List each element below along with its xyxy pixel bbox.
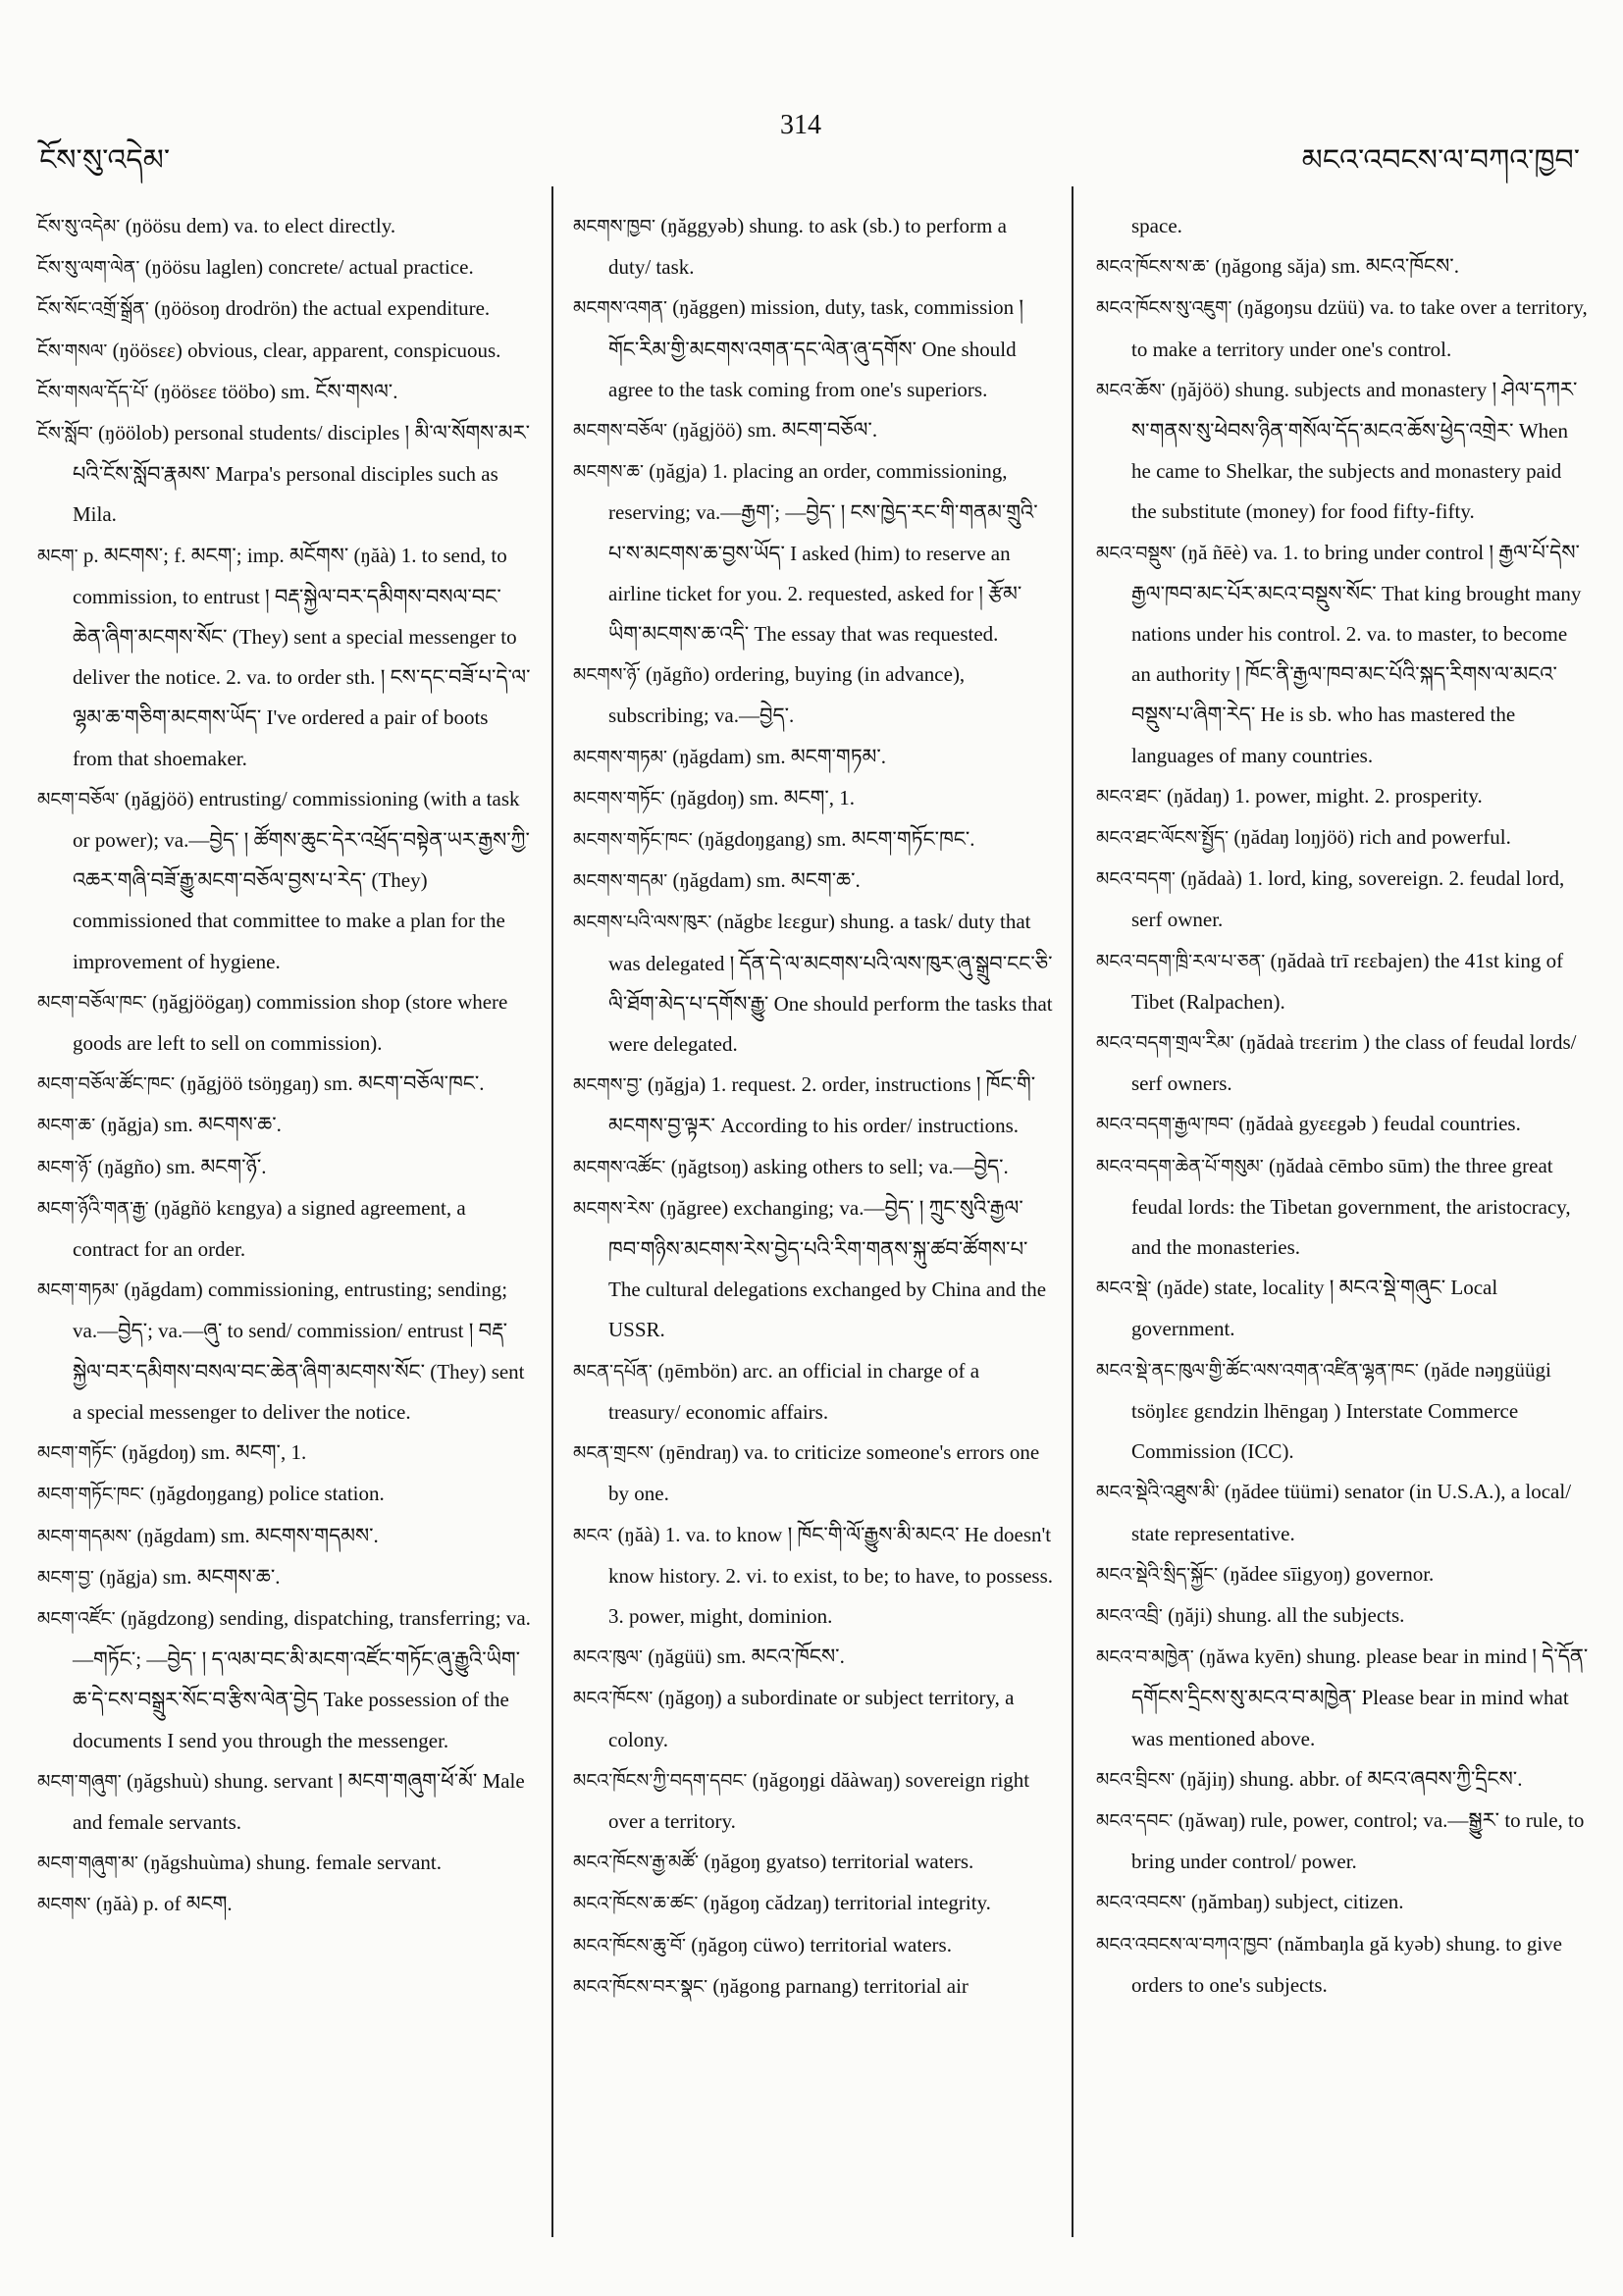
entry-headword: མངའ་ཁོངས་ས་ཆ་ — [1096, 256, 1210, 279]
dictionary-entry — [573, 287, 1054, 410]
entry-headword: མངའ་སྡེའི་སྲིད་སྐྱོང་ — [1096, 1563, 1219, 1586]
entry-headword: མངགས་བྱ་ — [573, 1074, 643, 1097]
entry-definition: p. མངགས་; f. མངག་; imp. མངོགས་ (ŋăà) 1. to send, to commission, to entrust ། བརྡ་སྐྱེལ་བར་དམིགས་བསལ་བང་ཆེན་ཞིག་མངགས་སོང་ (They) sent a special messenger to deliver the notice. 2. va. to order sth. ། ངས་དང་བཟོ་པ་དེ་ལ་ལྷམ་ཆ་གཅིག་མངགས་ཡོད་ I've ordered a pair of boots from that shoemaker. — [73, 543, 531, 770]
entry-definition: (ŋăgjöö) sm. མངག་བཅོལ་. — [672, 418, 878, 443]
entry-definition: (ŋăgoŋgi dăàwaŋ) sovereign right over a territory. — [608, 1767, 1030, 1833]
entry-definition: (ŋăgdoŋgang) sm. མངག་གཏོང་ཁང་. — [698, 827, 975, 852]
dictionary-entry — [37, 1557, 533, 1598]
dictionary-entry — [37, 247, 533, 288]
entry-headword: མངའ་སྡེའི་འཐུས་མི་ — [1096, 1482, 1220, 1504]
dictionary-entry — [573, 451, 1054, 654]
entry-headword: མངའ་དབང་ — [1096, 1809, 1174, 1832]
dictionary-entry — [573, 1351, 1054, 1433]
dictionary-entry — [37, 1516, 533, 1557]
dictionary-entry — [37, 1270, 533, 1433]
dictionary-entry — [1096, 246, 1592, 287]
entry-headword: མངའ་ཆོས་ — [1096, 379, 1166, 401]
dictionary-entry — [573, 1433, 1054, 1514]
entry-headword: མངག་བཅོལ་ཚོང་ཁང་ — [37, 1073, 176, 1096]
entry-definition: (ŋăde) state, locality ། མངའ་སྡེ་གཞུང་ Local government. — [1131, 1276, 1498, 1341]
entry-headword: མངག་གཞུག་ — [37, 1770, 122, 1793]
dictionary-entry — [573, 778, 1054, 819]
entry-headword: མངགས་ — [37, 1894, 91, 1916]
page-number: 314 — [780, 110, 821, 140]
dictionary-entry — [1096, 1924, 1592, 2006]
page-header — [0, 110, 1623, 177]
entry-headword: མངགས་པའི་ལས་ཁུར་ — [573, 912, 712, 934]
right-guide-word: མངའ་འབངས་ལ་བཀའ་ཁྱབ་ — [1301, 144, 1580, 177]
entry-headword: མངག་བྱ་ — [37, 1566, 94, 1589]
dictionary-entry — [573, 1515, 1054, 1638]
dictionary-entry — [573, 1883, 1054, 1924]
dictionary-entry — [37, 1884, 533, 1925]
dictionary-entry — [37, 1188, 533, 1270]
dictionary-entry — [37, 1433, 533, 1474]
dictionary-entry — [573, 1925, 1054, 1966]
dictionary-entry — [573, 1065, 1054, 1146]
entry-definition: (ŋădaà gyεεgəb ) feudal countries. — [1238, 1112, 1521, 1136]
entry-headword: ངོས་གསལ་ — [37, 339, 108, 362]
dictionary-entry — [1096, 859, 1592, 940]
dictionary-entry — [37, 982, 533, 1064]
column-2 — [573, 206, 1054, 2008]
dictionary-entry — [1096, 1472, 1592, 1553]
dictionary-entry — [1096, 533, 1592, 776]
entry-headword: མངགས་འཚོང་ — [573, 1156, 666, 1178]
dictionary-entry — [1096, 1759, 1592, 1800]
entry-headword: མངའ་ཁོངས་ཀྱི་བདག་དབང་ — [573, 1769, 748, 1792]
entry-headword: མངག་བཅོལ་ཁང་ — [37, 991, 147, 1014]
entry-headword: མངག་བཅོལ་ — [37, 788, 120, 810]
entry-headword: མངག་ཉོ་ — [37, 1156, 92, 1178]
dictionary-entry — [1096, 817, 1592, 859]
dictionary-entry — [1096, 370, 1592, 533]
entry-definition: (ŋöösu laglen) concrete/ actual practice. — [144, 255, 474, 280]
dictionary-entry — [1096, 1637, 1592, 1759]
entry-headword: མངའ་ཁོངས་བར་སྣང་ — [573, 1975, 708, 1998]
entry-definition: (ŋăgño) sm. མངག་ཉོ་. — [97, 1154, 267, 1178]
entry-definition: (ŋăgño) ordering, buying (in advance), subscribing; va.—བྱེད་. — [608, 662, 966, 728]
entry-definition: (ŋăgdam) sm. མངག་ཆ་. — [672, 868, 861, 893]
entry-definition: (ŋăgdam) sm. མངག་གཏམ་. — [672, 744, 887, 768]
entry-definition: (ŋăà) p. of མངག. — [95, 1892, 233, 1916]
dictionary-entry — [37, 779, 533, 982]
entry-definition: (ŋădaà trī rεεbajen) the 41st king of Tibet (Ralpachen). — [1131, 948, 1564, 1014]
entry-definition: (ŋăgtsoŋ) asking others to sell; va.—བྱེད་. — [670, 1154, 1009, 1178]
dictionary-entry — [37, 1761, 533, 1843]
entry-definition: (ŋă ñēè) va. 1. to bring under control ། རྒྱལ་པོ་དེས་རྒྱལ་ཁབ་མང་པོར་མངའ་བསྡུས་སོང་ That king brought many nations under his control. 2. va. to master, to become an authority ། ཁོང་ནི་རྒྱལ་ཁབ་མང་པོའི་སྐད་རིགས་ལ་མངའ་བསྡུས་པ་ཞིག་རེད་ He is sb. who has mastered the languages of many countries. — [1131, 540, 1582, 767]
dictionary-entry — [1096, 1882, 1592, 1923]
entry-headword: མངགས་ཆ་ — [573, 461, 645, 484]
entry-definition: (ŋăgdam) sm. མངགས་གདམས་. — [136, 1523, 379, 1547]
entry-definition: (ŋöösoŋ drodrön) the actual expenditure. — [154, 296, 491, 321]
dictionary-entry — [37, 1474, 533, 1515]
dictionary-entry — [573, 737, 1054, 778]
dictionary-entry — [37, 536, 533, 779]
entry-headword: ངོས་གསལ་དོད་པོ་ — [37, 381, 149, 403]
entry-headword: མངའ་འབྲི་ — [1096, 1604, 1163, 1627]
entry-headword: མངའ་སྡེ་ནང་ཁུལ་གྱི་ཚོང་ལས་འགན་འཛིན་ལྷན་ཁང་ — [1096, 1359, 1419, 1382]
entry-headword: མངའ་ཁོངས་སུ་འཇུག་ — [1096, 297, 1232, 320]
entry-headword: མངགས་གདམ་ — [573, 870, 668, 893]
entry-definition: (ŋădee tüümi) senator (in U.S.A.), a local/ state representative. — [1131, 1480, 1572, 1545]
entry-definition: (ŋăgjöögaŋ) commission shop (store where goods are left to sell on commission). — [73, 989, 508, 1056]
entry-definition: (nămbaŋla gă kyəb) shung. to give orders to one's subjects. — [1131, 1931, 1562, 1997]
dictionary-entry — [37, 206, 533, 247]
entry-headword: མངའ་སྡེ་ — [1096, 1278, 1152, 1300]
entry-definition: (ŋăgshuù) shung. servant ། མངག་གཞུག་ཕོ་མོ་ Male and female servants. — [73, 1768, 525, 1834]
entry-definition: (ŋăgree) exchanging; va.—བྱེད་ ། ཀྲུང་སུའི་རྒྱལ་ཁབ་གཉིས་མངགས་རེས་བྱེད་པའི་རིག་གནས་སྐུ་ཚབ་ཚོགས་པ་ The cultural delegations exchanged by China and the USSR. — [608, 1195, 1047, 1342]
dictionary-entry — [1096, 1268, 1592, 1349]
entry-headword: མངའ་བདག་ཆེན་པོ་གསུམ་ — [1096, 1155, 1264, 1177]
entry-headword: མངགས་གཏམ་ — [573, 746, 667, 768]
entry-headword: མངའ་བདག་ — [1096, 868, 1176, 891]
dictionary-entry — [37, 1105, 533, 1146]
entry-definition: (ŋöösu dem) va. to elect directly. — [125, 214, 396, 237]
entry-headword: མངའ་ཁུལ་ — [573, 1646, 643, 1669]
dictionary-entry — [1096, 1146, 1592, 1269]
entry-headword: མངགས་འགན་ — [573, 297, 667, 320]
entry-headword: མངག་གཞུག་མ་ — [37, 1852, 139, 1875]
dictionary-entry — [573, 1966, 1054, 2008]
dictionary-entry — [573, 1760, 1054, 1842]
entry-definition: (ŋēmbön) arc. an official in charge of a treasury/ economic affairs. — [608, 1358, 980, 1424]
entry-headword: མངག་གཏམ་ — [37, 1279, 120, 1302]
entry-definition: (ŋăgdoŋgang) police station. — [149, 1482, 385, 1506]
dictionary-entry — [573, 206, 1054, 287]
entry-definition: (ŋăgjöö) entrusting/ commissioning (with a task or power); va.—བྱེད་ ། ཚོགས་ཆུང་དེར་འཕྲོད་བསྟེན་ཡར་རྒྱས་ཀྱི་འཆར་གཞི་བཟོ་རྒྱུ་མངག་བཅོལ་བྱས་པ་རེད་ (They) commissioned that committee to make a plan for the improvement of hygiene. — [73, 786, 530, 973]
dictionary-entry — [573, 861, 1054, 902]
entry-headword: མངའ་ཁོངས་ཆ་ཚང་ — [573, 1893, 699, 1915]
dictionary-entry — [1096, 941, 1592, 1022]
dictionary-entry — [573, 654, 1054, 736]
entry-definition: (ŋăggen) mission, duty, task, commission ། གོང་རིམ་གྱི་མངགས་འགན་དང་ལེན་ཞུ་དགོས་ One should agree to the task coming from one's superiors. — [608, 295, 1024, 401]
entry-headword: མངའ་ཐང་ — [1096, 785, 1162, 808]
entry-definition: (ŋöösεε tööbo) sm. ངོས་གསལ་. — [153, 379, 398, 403]
entry-definition: (ŋădaà trεεrim ) the class of feudal lords/ serf owners. — [1131, 1030, 1577, 1096]
entry-definition: (ŋăde nəŋgüügi tsöŋlεε gεndzin lhēngaŋ ) Interstate Commerce Commission (ICC). — [1131, 1357, 1551, 1464]
entry-definition: (ŋădee sīigyoŋ) governor. — [1223, 1561, 1435, 1586]
dictionary-entry — [573, 1637, 1054, 1678]
dictionary-entry — [1096, 1104, 1592, 1145]
dictionary-entry — [573, 1678, 1054, 1759]
entry-definition: (ŋöösεε) obvious, clear, apparent, conspicuous. — [112, 338, 501, 362]
entry-definition: space. — [1131, 214, 1182, 237]
dictionary-entry — [37, 331, 533, 372]
dictionary-entry — [37, 1064, 533, 1105]
dictionary-entry — [37, 1843, 533, 1884]
entry-headword: མངའ་ཁོངས་ — [573, 1688, 654, 1710]
entry-headword: མངག་ཆ་ — [37, 1115, 96, 1137]
entry-headword: མངའ་ཁོངས་ཆུ་བོ་ — [573, 1934, 687, 1957]
dictionary-entry — [573, 1842, 1054, 1883]
entry-definition: (ŋăgshuùma) shung. female servant. — [143, 1851, 443, 1875]
dictionary-entry — [1096, 1554, 1592, 1595]
entry-definition: (ŋăgja) sm. མངགས་ཆ་. — [99, 1564, 281, 1589]
entry-headword: མངགས་ཉོ་ — [573, 664, 641, 687]
entry-headword: མངན་གྲངས་ — [573, 1442, 654, 1465]
dictionary-entry — [1096, 1800, 1592, 1882]
entry-headword: མངག་འཛོང་ — [37, 1607, 116, 1630]
entry-headword: མངགས་ཁྱབ་ — [573, 216, 655, 237]
entry-headword: མངགས་བཅོལ་ — [573, 420, 668, 443]
column-divider — [1072, 186, 1073, 2237]
entry-definition: (ŋăgoŋsu dzüü) va. to take over a territory, to make a territory under one's control. — [1131, 295, 1588, 361]
dictionary-entry — [573, 1188, 1054, 1351]
entry-definition: (ŋămbaŋ) subject, citizen. — [1190, 1890, 1404, 1914]
dictionary-entry — [37, 1147, 533, 1188]
entry-headword: མངའ་བདག་གྲལ་རིམ་ — [1096, 1032, 1234, 1055]
entry-headword: མངག་ཉོའི་གན་རྒྱ་ — [37, 1197, 149, 1220]
column-divider — [551, 186, 553, 2237]
entry-headword: མངའ་ཐང་ལོངས་སྤྱོད་ — [1096, 827, 1230, 850]
left-guide-word: ངོས་སུ་འདེམ་ — [39, 144, 171, 177]
entry-headword: མངན་དཔོན་ — [573, 1360, 653, 1383]
entry-headword: ངོས་སུ་འདེམ་ — [37, 216, 121, 237]
entry-headword: མངའ་ — [573, 1524, 613, 1546]
column-1 — [37, 206, 533, 1926]
dictionary-entry — [573, 1147, 1054, 1188]
entry-definition: (ŋăgoŋ cădzaŋ) territorial integrity. — [703, 1891, 991, 1915]
entry-headword: མངའ་བྲིངས་ — [1096, 1768, 1176, 1791]
dictionary-entry — [573, 819, 1054, 861]
entry-headword: མངག་གདམས་ — [37, 1525, 132, 1547]
dictionary-entry — [37, 1598, 533, 1761]
entry-definition: (ŋăà) 1. va. to know ། ཁོང་གི་ལོ་རྒྱུས་མི་མངའ་ He doesn't know history. 2. vi. to exist, to be; to have, to possess. 3. power, might, dominion. — [608, 1522, 1054, 1628]
entry-definition: (ŋădaŋ) 1. power, might. 2. prosperity. — [1166, 783, 1483, 808]
dictionary-entry — [37, 372, 533, 413]
dictionary-entry — [37, 288, 533, 330]
dictionary-entry — [1096, 1022, 1592, 1104]
entry-headword: མངའ་ཁོངས་རྒྱ་མཚོ་ — [573, 1852, 700, 1874]
entry-definition: (ŋăgoŋ gyatso) territorial waters. — [704, 1850, 974, 1874]
entry-definition: (ŋăgong parnang) territorial air — [712, 1973, 969, 1998]
entry-headword: མངག་གཏོང་ — [37, 1442, 117, 1465]
entry-headword: མངག་གཏོང་ཁང་ — [37, 1484, 145, 1506]
entry-definition: (ŋēndraŋ) va. to criticize someone's errors one by one. — [608, 1440, 1040, 1506]
entry-definition: (ŋădaà) 1. lord, king, sovereign. 2. feudal lord, serf owner. — [1131, 866, 1565, 932]
entry-headword: མངའ་བདག་རྒྱལ་ཁབ་ — [1096, 1114, 1234, 1136]
entry-definition: (ŋăgja) 1. request. 2. order, instructions ། ཁོང་གི་མངགས་བྱ་ལྟར་ According to his order/ instructions. — [608, 1072, 1036, 1138]
entry-definition: (ŋăwa kyēn) shung. please bear in mind ། དེ་དོན་དགོངས་དྲིངས་སུ་མངའ་བ་མཁྱེན་ Please bear in mind what was mentioned above. — [1131, 1644, 1589, 1750]
dictionary-entry — [1096, 1595, 1592, 1637]
entry-definition: (năgbε lεεgur) shung. a task/ duty that was delegated ། དོན་དེ་ལ་མངགས་པའི་ལས་ཁུར་ཞུ་སྒྲུབ་ངང་ཅི་ལི་ཐོག་མེད་པ་དགོས་རྒྱུ་ One should perform the tasks that were delegated. — [608, 910, 1053, 1057]
entry-definition: (ŋăgdoŋ) sm. མངག་, 1. — [122, 1440, 307, 1465]
entry-definition: (ŋăgja) sm. མངགས་ཆ་. — [100, 1113, 282, 1137]
dictionary-entry — [1096, 287, 1592, 369]
entry-headword: མངགས་རེས་ — [573, 1197, 655, 1220]
dictionary-entry — [573, 410, 1054, 451]
entry-headword: ངོས་སོང་འགྲོ་སྒྲོན་ — [37, 298, 149, 321]
entry-definition: (ŋöölob) personal students/ disciples ། མི་ལ་སོགས་མར་པའི་ངོས་སློབ་རྣམས་ Marpa's personal disciples such as Mila. — [73, 421, 530, 527]
dictionary-entry — [1096, 776, 1592, 817]
entry-definition: (ŋăgoŋ) a subordinate or subject territory, a colony. — [608, 1686, 1015, 1751]
dictionary-entry — [573, 902, 1054, 1065]
entry-headword: ངོས་སློབ་ — [37, 423, 93, 445]
entry-headword: མངའ་བསྡུས་ — [1096, 542, 1177, 564]
entry-headword: མངག་ — [37, 545, 79, 567]
entry-definition: (ŋăjiŋ) shung. abbr. of མངའ་ཞབས་ཀྱི་དྲིངས་. — [1179, 1766, 1523, 1791]
entry-definition: (ŋăwaŋ) rule, power, control; va.—སྒྱུར་ to rule, to bring under control/ power. — [1131, 1807, 1585, 1874]
entry-definition: (ŋăgja) 1. placing an order, commissioning, reserving; va.—རྒྱག་; —བྱེད་ ། ངས་ཁྱེད་རང་གི་གནམ་གྲུའི་པ་ས་མངགས་ཆ་བྱས་ཡོད་ I asked (him) to reserve an airline ticket for you. 2. requested, asked for ། རྩོམ་ཡིག་མངགས་ཆ་འདི་ The essay that was requested. — [608, 459, 1038, 647]
entry-definition: (ŋădaŋ loŋjöö) rich and powerful. — [1233, 825, 1511, 850]
entry-definition: (ŋăgdoŋ) sm. མངག་, 1. — [669, 785, 856, 809]
entry-definition: (ŋăgüü) sm. མངའ་ཁོངས་. — [648, 1644, 845, 1669]
entry-definition: (ŋăgoŋ cüwo) territorial waters. — [691, 1932, 952, 1957]
dictionary-entry — [1096, 1350, 1592, 1473]
entry-definition: (ŋăgong săja) sm. མངའ་ཁོངས་. — [1214, 254, 1459, 279]
entry-definition: (ŋăgdam) commissioning, entrusting; sending; va.—བྱེད་; va.—ཞུ་ to send/ commission/ entrust ། བརྡ་སྐྱེལ་བར་དམིགས་བསལ་བང་ཆེན་ཞིག་མངགས་སོང་ (They) sent a special messenger to deliver the notice. — [73, 1278, 525, 1424]
dictionary-entry — [1096, 206, 1592, 246]
entry-headword: མངའ་འབངས་ — [1096, 1892, 1186, 1914]
entry-headword: མངའ་འབངས་ལ་བཀའ་ཁྱབ་ — [1096, 1933, 1273, 1956]
entry-definition: (ŋădaà cēmbo sūm) the three great feudal lords: the Tibetan government, the aristocracy, and the monasteries. — [1131, 1153, 1571, 1260]
entry-definition: (ŋăgjöö tsöŋgaŋ) sm. མངག་བཅོལ་ཁང་. — [180, 1071, 485, 1096]
column-3 — [1096, 206, 1592, 2006]
entry-definition: (ŋăjöö) shung. subjects and monastery ། ཤེལ་དཀར་ས་གནས་སུ་ཕེབས་ཉིན་གསོལ་དོད་མངའ་ཆོས་ཕྱེད་འགྲེར་ When he came to Shelkar, the subjects and monastery paid the substitute (money) for food fifty-fifty. — [1131, 377, 1578, 524]
entry-headword: མངའ་བདག་ཁྲི་རལ་པ་ཅན་ — [1096, 950, 1266, 972]
entry-definition: (ŋăggyəb) shung. to ask (sb.) to perform a duty/ task. — [608, 214, 1007, 280]
entry-headword: མངགས་གཏོང་ཁང་ — [573, 829, 693, 852]
dictionary-entry — [37, 413, 533, 536]
entry-headword: མངགས་གཏོང་ — [573, 787, 665, 809]
entry-headword: མངའ་བ་མཁྱེན་ — [1096, 1646, 1194, 1669]
entry-definition: (ŋăgñö kεngya) a signed agreement, a contract for an order. — [73, 1195, 466, 1262]
entry-headword: ངོས་སུ་ལག་ལེན་ — [37, 257, 140, 280]
entry-definition: (ŋăgdzong) sending, dispatching, transferring; va.—གཏོང་; —བྱེད་ ། ད་ལམ་བང་མི་མངག་འཛོང་གཏོང་ཞུ་རྒྱུའི་ཡིག་ཆ་དེ་ངས་བསྒྲུར་སོང་བ་རྩིས་ལེན་བྱེད Take possession of the documents I send you through the messenger. — [73, 1605, 531, 1752]
entry-definition: (ŋăji) shung. all the subjects. — [1168, 1602, 1405, 1627]
